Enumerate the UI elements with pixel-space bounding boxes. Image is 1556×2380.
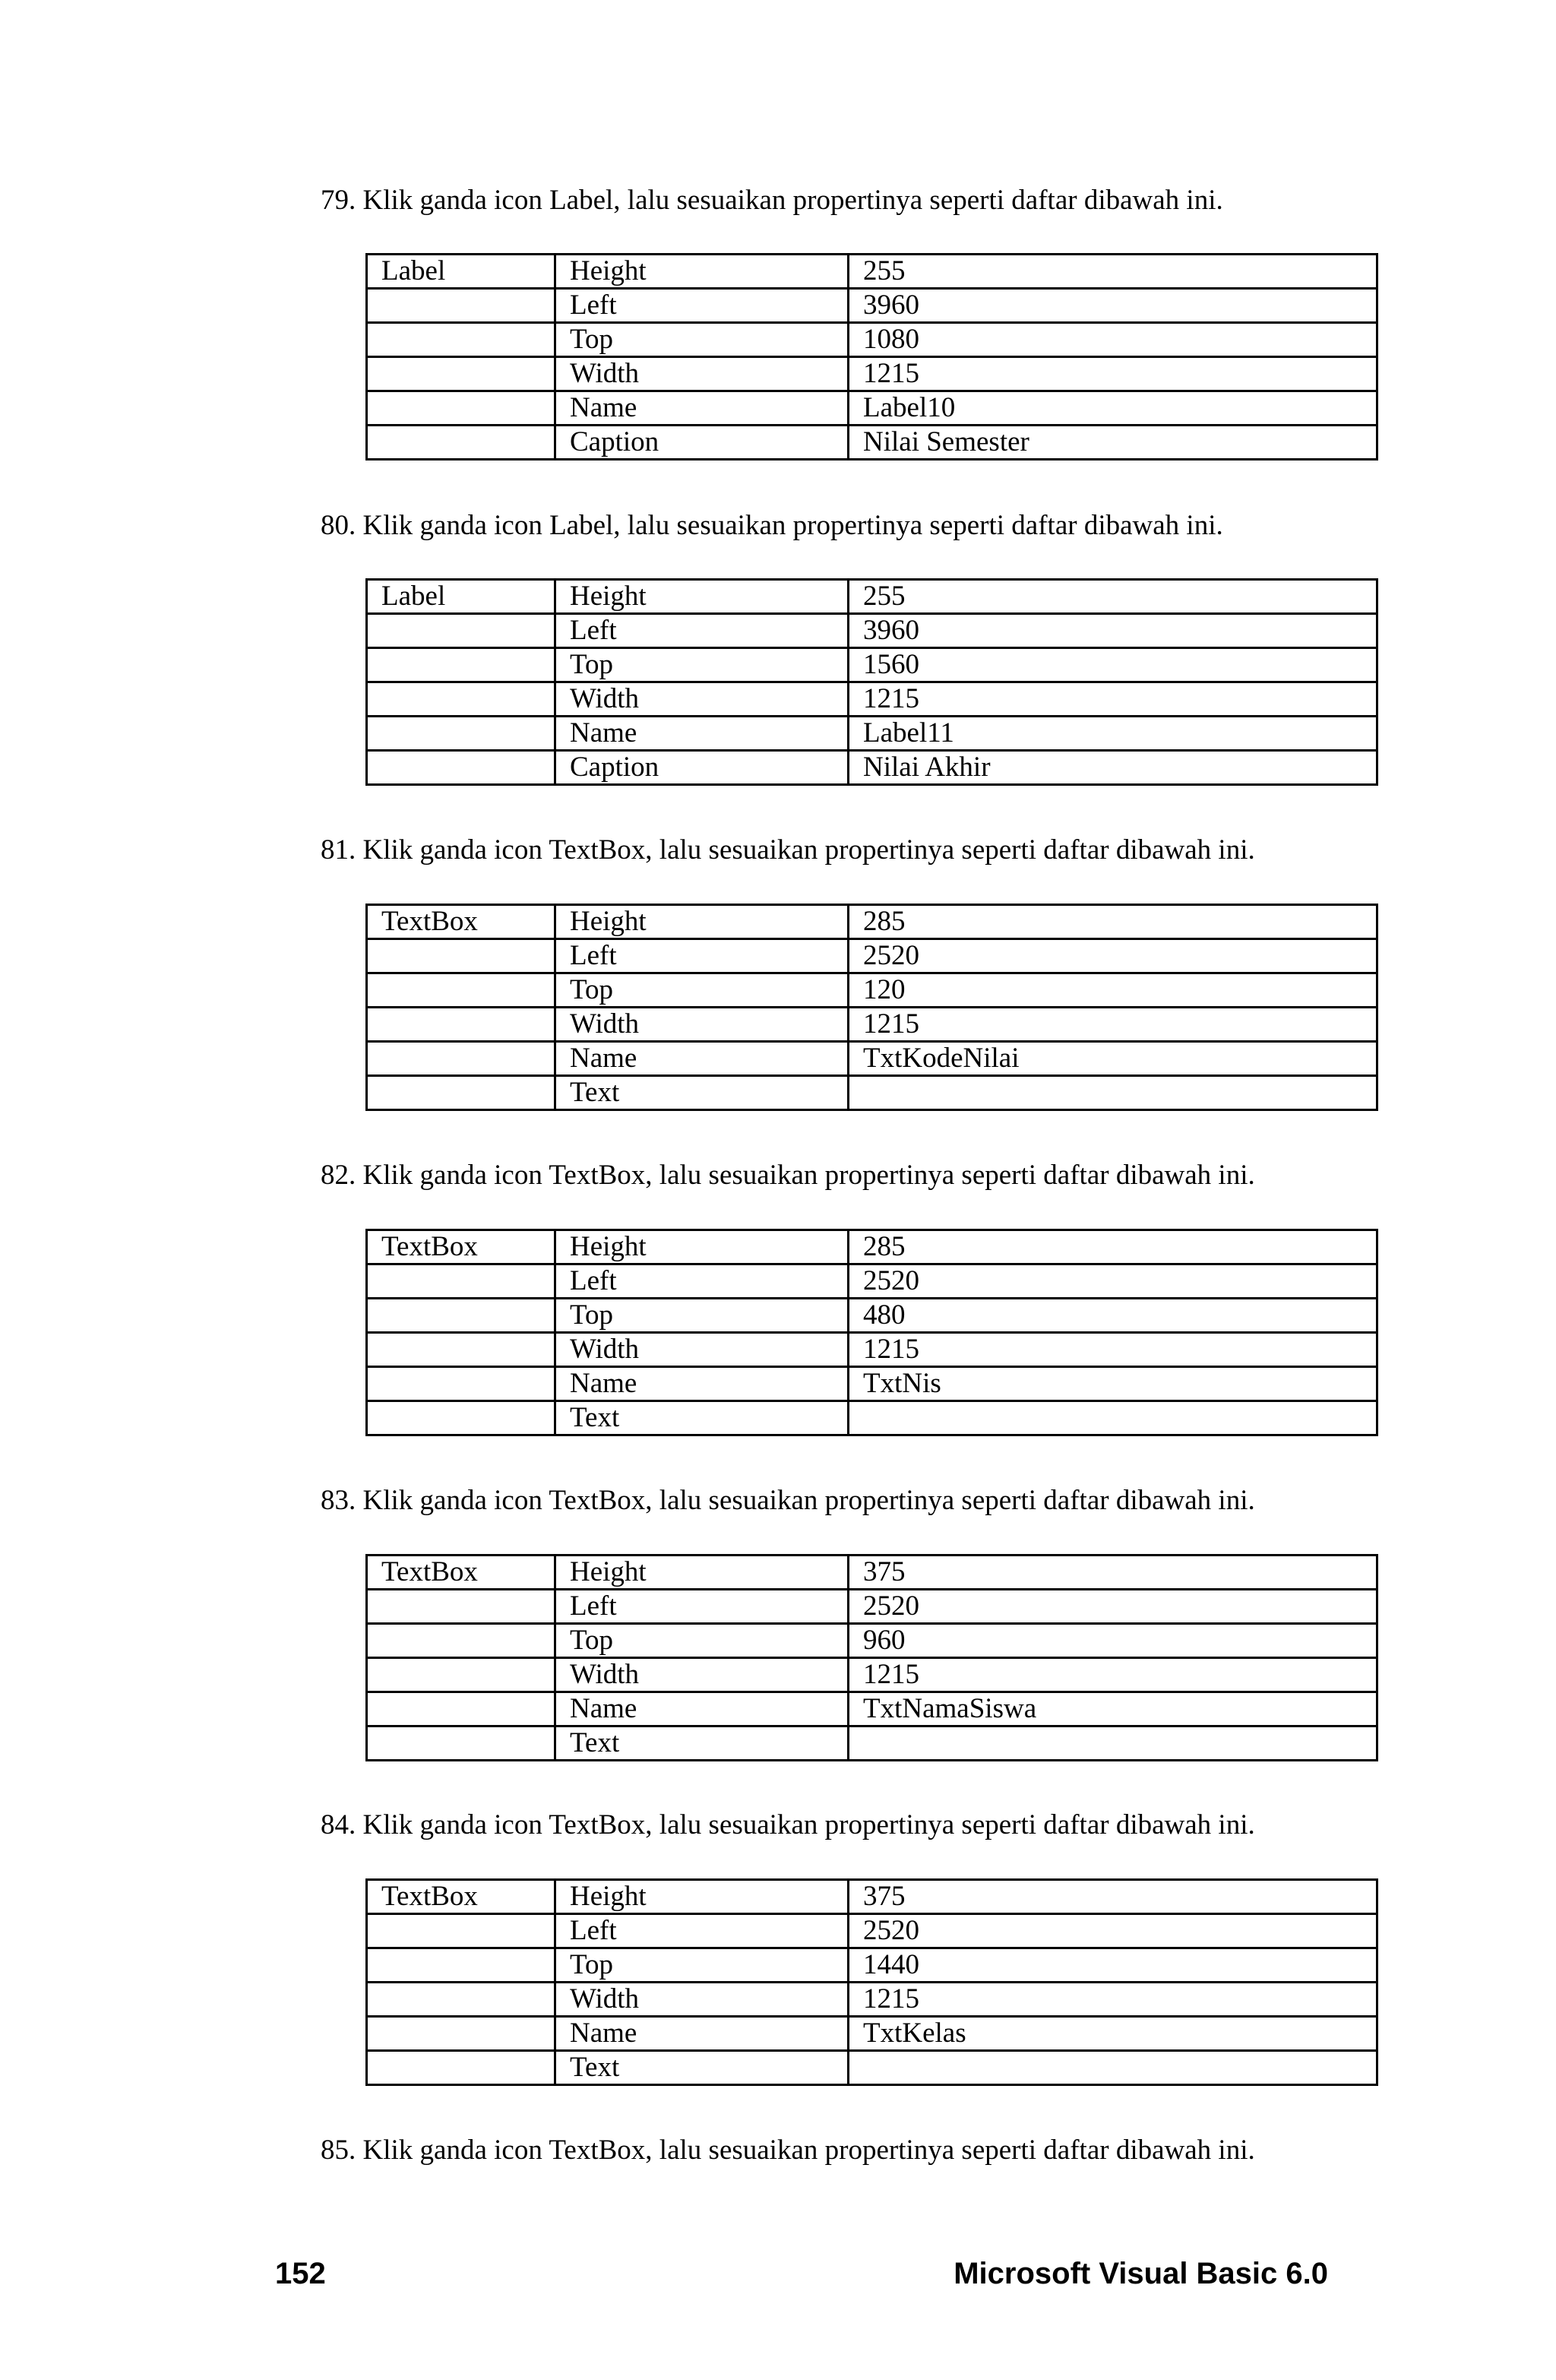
empty-cell xyxy=(367,1948,555,1983)
property-value-cell: 375 xyxy=(849,1880,1377,1914)
instruction-85: 85. Klik ganda icon TextBox, lalu sesuaikan propertinya seperti daftar dibawah ini. xyxy=(321,2135,1255,2166)
empty-cell xyxy=(367,682,555,717)
property-value-cell: 3960 xyxy=(849,289,1377,323)
property-value-cell: 285 xyxy=(849,905,1377,939)
table-row xyxy=(367,1401,1377,1435)
property-name-cell: Caption xyxy=(555,426,849,460)
property-name-cell: Left xyxy=(555,939,849,973)
table-row xyxy=(367,1692,1377,1726)
property-value-cell xyxy=(849,2051,1377,2085)
table-row xyxy=(367,426,1377,460)
table-row xyxy=(367,1333,1377,1367)
table-row xyxy=(367,391,1377,426)
object-type-cell: TextBox xyxy=(367,1880,555,1914)
empty-cell xyxy=(367,1624,555,1658)
property-name-cell: Name xyxy=(555,717,849,751)
property-name-cell: Top xyxy=(555,1624,849,1658)
table-row xyxy=(367,1880,1377,1914)
empty-cell xyxy=(367,391,555,426)
empty-cell xyxy=(367,1076,555,1110)
property-value-cell: Nilai Semester xyxy=(849,426,1377,460)
table-row xyxy=(367,1624,1377,1658)
instruction-82: 82. Klik ganda icon TextBox, lalu sesuaikan propertinya seperti daftar dibawah ini. xyxy=(321,1160,1255,1191)
table-row xyxy=(367,1658,1377,1692)
table-row xyxy=(367,1042,1377,1076)
property-name-cell: Caption xyxy=(555,751,849,785)
table-row xyxy=(367,905,1377,939)
empty-cell xyxy=(367,1983,555,2017)
empty-cell xyxy=(367,939,555,973)
table-row xyxy=(367,717,1377,751)
empty-cell xyxy=(367,1590,555,1624)
property-value-cell: Nilai Akhir xyxy=(849,751,1377,785)
object-type-cell: Label xyxy=(367,580,555,614)
table-row xyxy=(367,939,1377,973)
empty-cell xyxy=(367,1008,555,1042)
table-row xyxy=(367,614,1377,648)
property-value-cell: 960 xyxy=(849,1624,1377,1658)
property-name-cell: Name xyxy=(555,391,849,426)
property-name-cell: Top xyxy=(555,973,849,1008)
table-row xyxy=(367,648,1377,682)
property-table-79 xyxy=(365,253,1378,460)
property-value-cell: 255 xyxy=(849,255,1377,289)
property-value-cell: 120 xyxy=(849,973,1377,1008)
property-value-cell xyxy=(849,1076,1377,1110)
table-row xyxy=(367,1590,1377,1624)
table-row xyxy=(367,2017,1377,2051)
property-name-cell: Height xyxy=(555,1556,849,1590)
table-row xyxy=(367,751,1377,785)
property-name-cell: Width xyxy=(555,682,849,717)
property-value-cell: TxtKodeNilai xyxy=(849,1042,1377,1076)
empty-cell xyxy=(367,1264,555,1299)
empty-cell xyxy=(367,426,555,460)
empty-cell xyxy=(367,1692,555,1726)
property-name-cell: Text xyxy=(555,1401,849,1435)
empty-cell xyxy=(367,1914,555,1948)
table-row xyxy=(367,682,1377,717)
empty-cell xyxy=(367,289,555,323)
object-type-cell: TextBox xyxy=(367,1556,555,1590)
property-value-cell: 375 xyxy=(849,1556,1377,1590)
property-value-cell: 3960 xyxy=(849,614,1377,648)
property-value-cell: 1440 xyxy=(849,1948,1377,1983)
property-name-cell: Top xyxy=(555,1948,849,1983)
empty-cell xyxy=(367,1658,555,1692)
property-table-81 xyxy=(365,904,1378,1111)
instruction-84: 84. Klik ganda icon TextBox, lalu sesuaikan propertinya seperti daftar dibawah ini. xyxy=(321,1809,1255,1840)
book-title: Microsoft Visual Basic 6.0 xyxy=(954,2257,1328,2290)
table-row xyxy=(367,1008,1377,1042)
property-name-cell: Name xyxy=(555,2017,849,2051)
property-name-cell: Width xyxy=(555,1983,849,2017)
table-row xyxy=(367,289,1377,323)
property-value-cell xyxy=(849,1726,1377,1761)
empty-cell xyxy=(367,614,555,648)
property-name-cell: Text xyxy=(555,2051,849,2085)
property-name-cell: Left xyxy=(555,289,849,323)
property-value-cell: 255 xyxy=(849,580,1377,614)
property-value-cell: 1215 xyxy=(849,1658,1377,1692)
property-name-cell: Height xyxy=(555,580,849,614)
property-name-cell: Width xyxy=(555,1333,849,1367)
property-name-cell: Width xyxy=(555,1008,849,1042)
table-row xyxy=(367,1948,1377,1983)
table-row xyxy=(367,1076,1377,1110)
page-number: 152 xyxy=(275,2257,326,2290)
property-table-84 xyxy=(365,1878,1378,2086)
property-value-cell: 1560 xyxy=(849,648,1377,682)
instruction-83: 83. Klik ganda icon TextBox, lalu sesuaikan propertinya seperti daftar dibawah ini. xyxy=(321,1485,1255,1516)
property-value-cell: 1215 xyxy=(849,1983,1377,2017)
instruction-79: 79. Klik ganda icon Label, lalu sesuaikan propertinya seperti daftar dibawah ini. xyxy=(321,185,1223,216)
property-value-cell: Label11 xyxy=(849,717,1377,751)
property-table-83 xyxy=(365,1554,1378,1761)
empty-cell xyxy=(367,648,555,682)
object-type-cell: TextBox xyxy=(367,905,555,939)
table-row xyxy=(367,1914,1377,1948)
table-row xyxy=(367,1299,1377,1333)
property-value-cell: 1080 xyxy=(849,323,1377,357)
property-name-cell: Text xyxy=(555,1076,849,1110)
property-name-cell: Height xyxy=(555,1230,849,1264)
empty-cell xyxy=(367,1042,555,1076)
empty-cell xyxy=(367,323,555,357)
property-value-cell xyxy=(849,1401,1377,1435)
table-row xyxy=(367,1983,1377,2017)
property-name-cell: Top xyxy=(555,1299,849,1333)
empty-cell xyxy=(367,1299,555,1333)
property-name-cell: Left xyxy=(555,614,849,648)
instruction-81: 81. Klik ganda icon TextBox, lalu sesuaikan propertinya seperti daftar dibawah ini. xyxy=(321,834,1255,866)
empty-cell xyxy=(367,717,555,751)
property-value-cell: 285 xyxy=(849,1230,1377,1264)
table-row xyxy=(367,1726,1377,1761)
property-name-cell: Name xyxy=(555,1042,849,1076)
table-row xyxy=(367,357,1377,391)
property-name-cell: Height xyxy=(555,255,849,289)
property-value-cell: 1215 xyxy=(849,682,1377,717)
property-value-cell: 2520 xyxy=(849,1914,1377,1948)
empty-cell xyxy=(367,2017,555,2051)
table-row xyxy=(367,1367,1377,1401)
property-table-80 xyxy=(365,578,1378,786)
property-name-cell: Left xyxy=(555,1590,849,1624)
empty-cell xyxy=(367,1401,555,1435)
property-value-cell: 2520 xyxy=(849,1264,1377,1299)
property-value-cell: TxtNis xyxy=(849,1367,1377,1401)
empty-cell xyxy=(367,2051,555,2085)
property-name-cell: Top xyxy=(555,648,849,682)
property-value-cell: 1215 xyxy=(849,357,1377,391)
table-row xyxy=(367,1556,1377,1590)
empty-cell xyxy=(367,973,555,1008)
property-name-cell: Height xyxy=(555,1880,849,1914)
property-name-cell: Top xyxy=(555,323,849,357)
instruction-80: 80. Klik ganda icon Label, lalu sesuaikan propertinya seperti daftar dibawah ini. xyxy=(321,510,1223,541)
table-row xyxy=(367,323,1377,357)
property-name-cell: Height xyxy=(555,905,849,939)
property-value-cell: 1215 xyxy=(849,1008,1377,1042)
empty-cell xyxy=(367,1333,555,1367)
empty-cell xyxy=(367,1367,555,1401)
property-value-cell: 1215 xyxy=(849,1333,1377,1367)
property-name-cell: Left xyxy=(555,1914,849,1948)
property-name-cell: Width xyxy=(555,1658,849,1692)
object-type-cell: TextBox xyxy=(367,1230,555,1264)
property-name-cell: Width xyxy=(555,357,849,391)
table-row xyxy=(367,1264,1377,1299)
property-value-cell: 2520 xyxy=(849,1590,1377,1624)
property-name-cell: Name xyxy=(555,1367,849,1401)
empty-cell xyxy=(367,1726,555,1761)
object-type-cell: Label xyxy=(367,255,555,289)
table-row xyxy=(367,255,1377,289)
table-row xyxy=(367,2051,1377,2085)
property-name-cell: Text xyxy=(555,1726,849,1761)
property-name-cell: Left xyxy=(555,1264,849,1299)
empty-cell xyxy=(367,751,555,785)
property-value-cell: 480 xyxy=(849,1299,1377,1333)
table-row xyxy=(367,973,1377,1008)
property-value-cell: 2520 xyxy=(849,939,1377,973)
property-name-cell: Name xyxy=(555,1692,849,1726)
property-value-cell: TxtKelas xyxy=(849,2017,1377,2051)
property-value-cell: TxtNamaSiswa xyxy=(849,1692,1377,1726)
table-row xyxy=(367,580,1377,614)
property-value-cell: Label10 xyxy=(849,391,1377,426)
table-row xyxy=(367,1230,1377,1264)
property-table-82 xyxy=(365,1229,1378,1436)
empty-cell xyxy=(367,357,555,391)
